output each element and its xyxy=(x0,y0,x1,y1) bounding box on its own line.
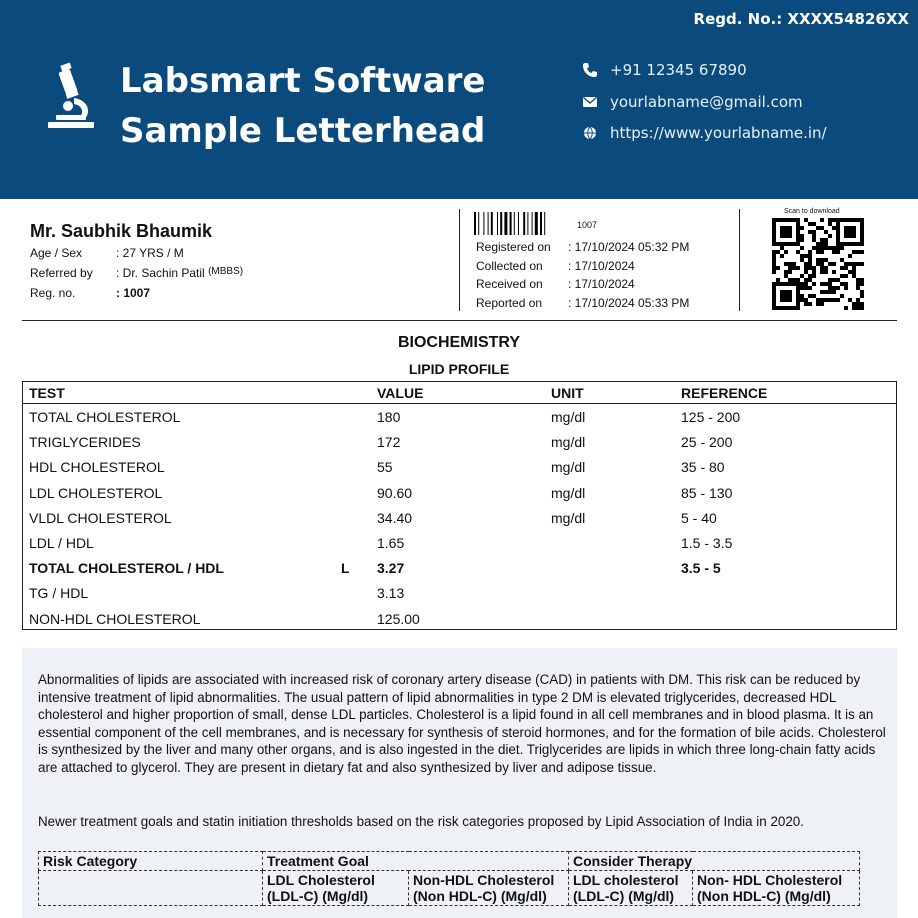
qr-code[interactable] xyxy=(772,218,864,310)
reported-label: Reported on xyxy=(476,296,543,310)
reference-range: 3.5 - 5 xyxy=(681,560,721,577)
results-header xyxy=(23,382,896,404)
table-row xyxy=(23,456,896,480)
consider-therapy-header: Consider Therapy xyxy=(569,852,860,871)
age-sex-label: Age / Sex xyxy=(30,246,83,260)
table-row xyxy=(23,482,896,506)
result-unit: mg/dl xyxy=(551,409,586,425)
barcode-number: 1007 xyxy=(577,220,598,230)
test-name: HDL CHOLESTEROL xyxy=(29,459,165,476)
result-unit: mg/dl xyxy=(551,509,586,526)
header-value: VALUE xyxy=(377,385,424,401)
table-row xyxy=(39,871,860,906)
result-value: 172 xyxy=(377,434,401,451)
test-name: LDL / HDL xyxy=(29,535,94,551)
registered-value: : 17/10/2024 05:32 PM xyxy=(568,240,690,254)
divider xyxy=(739,209,740,311)
interpretation-notes xyxy=(22,648,897,918)
lab-title-line1: Labsmart Software xyxy=(120,61,486,101)
reference-range: 125 - 200 xyxy=(681,409,741,425)
collected-value: : 17/10/2024 xyxy=(568,259,635,273)
treatment-goal-header: Treatment Goal xyxy=(263,852,569,871)
result-value: 34.40 xyxy=(377,509,413,526)
scan-to-download-label: Scan to download xyxy=(784,208,840,215)
table-cell xyxy=(39,871,263,906)
referred-value: : Dr. Sachin Patil xyxy=(116,266,205,280)
contact-website xyxy=(582,124,827,142)
result-unit: mg/dl xyxy=(551,484,586,501)
table-row xyxy=(23,532,896,556)
referred-qualification: (MBBS) xyxy=(208,266,244,277)
result-value: 90.60 xyxy=(377,484,413,501)
microscope-icon xyxy=(44,62,98,130)
received-label: Received on xyxy=(476,277,543,291)
referred-label: Referred by xyxy=(30,266,93,280)
mail-icon xyxy=(582,94,598,110)
reference-range: 25 - 200 xyxy=(681,434,733,451)
panel-title: LIPID PROFILE xyxy=(408,361,510,377)
reg-label: Reg. no. xyxy=(30,286,76,300)
section-divider xyxy=(22,320,897,321)
patient-name: Mr. Saubhik Bhaumik xyxy=(30,221,213,241)
result-flag: L xyxy=(341,560,350,577)
test-name: LDL CHOLESTEROL xyxy=(29,484,163,501)
table-cell: Non- HDL Cholesterol (Non HDL-C) (Mg/dl) xyxy=(693,871,860,906)
reg-value: : 1007 xyxy=(116,286,151,300)
reference-range: 35 - 80 xyxy=(681,459,725,476)
collected-label: Collected on xyxy=(476,259,543,273)
table-row xyxy=(23,406,896,430)
registration-number: Regd. No.: XXXX54826XX xyxy=(693,10,909,28)
results-table xyxy=(22,381,897,630)
result-value: 1.65 xyxy=(377,535,405,551)
registered-label: Registered on xyxy=(476,240,551,254)
department-title: BIOCHEMISTRY xyxy=(397,334,521,351)
reported-value: : 17/10/2024 05:33 PM xyxy=(568,296,690,310)
test-name: TG / HDL xyxy=(29,585,89,602)
collected-on xyxy=(476,259,635,273)
patient-age-sex xyxy=(30,246,184,260)
age-sex-value: : 27 YRS / M xyxy=(116,246,184,260)
letterhead-header xyxy=(0,0,918,199)
notes-paragraph: Newer treatment goals and statin initiation thresholds based on the risk categories proposed by Lipid Association of India in 2020. xyxy=(38,814,804,829)
phone-icon xyxy=(582,62,598,78)
received-on xyxy=(476,277,635,291)
reference-range: 85 - 130 xyxy=(681,484,733,501)
email-address[interactable]: yourlabname@gmail.com xyxy=(610,93,803,111)
reference-range: 5 - 40 xyxy=(681,509,717,526)
patient-reg-no xyxy=(30,286,150,300)
lab-title-line2: Sample Letterhead xyxy=(120,111,486,151)
result-value: 3.13 xyxy=(377,585,405,602)
table-row xyxy=(23,557,896,581)
table-cell: Non-HDL Cholesterol (Non HDL-C) (Mg/dl) xyxy=(409,871,569,906)
contact-phone xyxy=(582,61,747,79)
risk-category-table xyxy=(38,851,860,906)
table-cell: LDL Cholesterol (LDL-C) (Mg/dl) xyxy=(263,871,409,906)
result-value: 125.00 xyxy=(377,610,420,627)
contact-email xyxy=(582,93,803,111)
reference-range: 1.5 - 3.5 xyxy=(681,535,733,551)
header-unit: UNIT xyxy=(551,385,584,401)
lab-title xyxy=(120,56,485,156)
result-value: 180 xyxy=(377,409,401,425)
globe-icon xyxy=(582,125,598,141)
result-value: 55 xyxy=(377,459,393,476)
test-name: NON-HDL CHOLESTEROL xyxy=(29,610,201,627)
table-row xyxy=(23,431,896,455)
notes-paragraph: Abnormalities of lipids are associated with increased risk of coronary artery disease (CAD) in patients with DM. This risk can be reduced by intensive treatment of lipid abnormalities. The usual pattern of lipid abnormalities in type 2 DM is elevated triglycerides, decreased HDL cholesterol and higher proportion of small, dense LDL particles. Cholesterol is a lipid found in all cell membranes and in blood plasma. It is an essential component of the cell membranes, and is necessary for synthesis of steroid hormones, and for the formation of bile acids. Cholesterol is synthesized by the liver and many other organs, and is also ingested in the diet. Triglycerides are lipids in which three long-chain fatty acids are attached to glycerol. They are present in dietary fat and also synthesized by liver and adipose tissue. xyxy=(38,672,886,775)
website-url[interactable]: https://www.yourlabname.in/ xyxy=(610,124,827,142)
phone-number[interactable]: +91 12345 67890 xyxy=(610,61,747,79)
test-name: TRIGLYCERIDES xyxy=(29,434,141,451)
header-reference: REFERENCE xyxy=(681,385,768,401)
test-name: TOTAL CHOLESTEROL / HDL xyxy=(29,560,224,577)
table-row xyxy=(23,608,896,632)
table-row xyxy=(23,582,896,606)
table-row xyxy=(23,507,896,531)
divider xyxy=(459,209,460,311)
table-row xyxy=(39,852,860,871)
registered-on xyxy=(476,240,689,254)
test-name: TOTAL CHOLESTEROL xyxy=(29,409,181,425)
test-name: VLDL CHOLESTEROL xyxy=(29,509,172,526)
patient-referred-by xyxy=(30,266,243,280)
table-cell: LDL cholesterol (LDL-C) (Mg/dl) xyxy=(569,871,693,906)
header-test: TEST xyxy=(29,385,65,401)
risk-category-header: Risk Category xyxy=(39,852,263,871)
barcode-image xyxy=(474,212,570,235)
result-unit: mg/dl xyxy=(551,459,586,476)
reported-on xyxy=(476,296,689,310)
received-value: : 17/10/2024 xyxy=(568,277,635,291)
result-value: 3.27 xyxy=(377,560,405,577)
result-unit: mg/dl xyxy=(551,434,586,451)
